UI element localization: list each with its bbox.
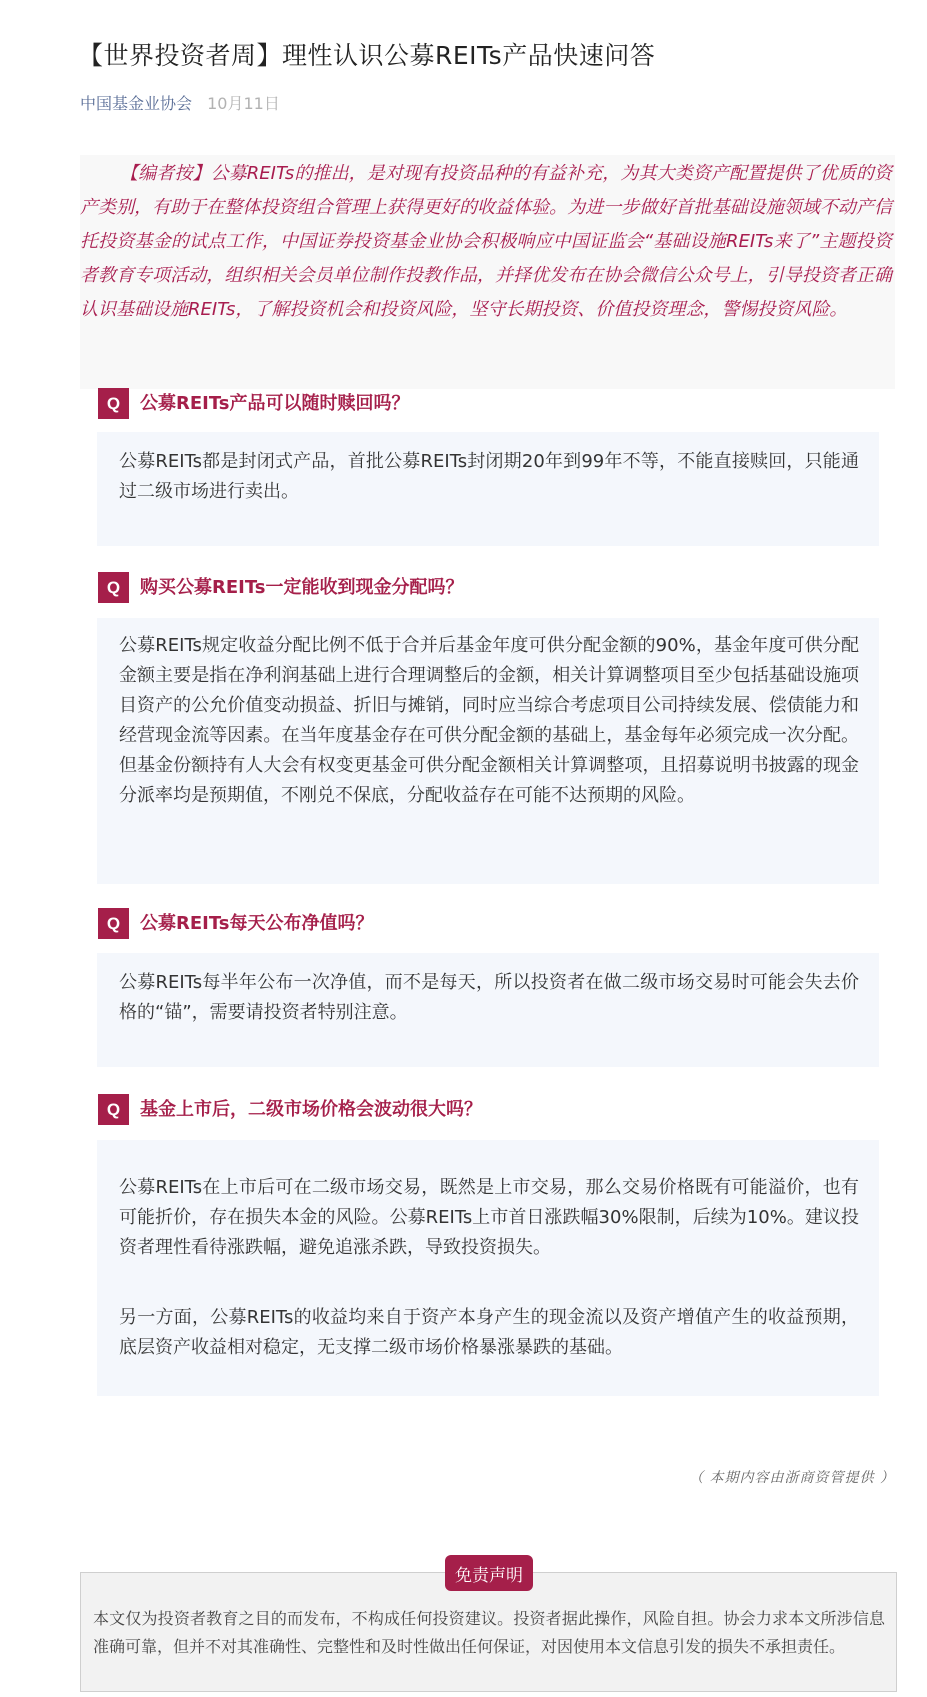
answer-text: 另一方面，公募REITs的收益均来自于资产本身产生的现金流以及资产增值产生的收益预期，底层资产收益相对稳定，无支撑二级市场价格暴涨暴跌的基础。 [119, 1307, 859, 1358]
question-badge-icon: Q [98, 1094, 129, 1125]
answer-box [97, 953, 879, 1067]
question-badge-icon: Q [98, 908, 129, 939]
author-link[interactable]: 中国基金业协会 [80, 94, 193, 113]
question-badge-icon: Q [98, 572, 129, 603]
question-title: 基金上市后，二级市场价格会波动很大吗？ [140, 1099, 482, 1120]
question-title: 购买公募REITs一定能收到现金分配吗？ [140, 577, 464, 598]
answer-text: 公募REITs每半年公布一次净值，而不是每天，所以投资者在做二级市场交易时可能会失去价格的“锚”，需要请投资者特别注意。 [119, 972, 859, 1023]
question-title: 公募REITs产品可以随时赎回吗？ [140, 393, 410, 414]
answer-box [97, 618, 879, 884]
editor-note-text: 【编者按】公募REITs的推出，是对现有投资品种的有益补充，为其大类资产配置提供了优质的资产类别，有助于在整体投资组合管理上获得更好的收益体验。为进一步做好首批基础设施领域不动产信托投资基金的试点工作，中国证券投资基金业协会积极响应中国证监会“基础设施REITs来了”主题投资者教育专项活动，组织相关会员单位制作投教作品，并择优发布在协会微信公众号上，引导投资者正确认识基础设施REITs，了解投资机会和投资风险，坚守长期投资、价值投资理念，警惕投资风险。 [80, 163, 892, 320]
disclaimer-text: 本文仅为投资者教育之目的而发布，不构成任何投资建议。投资者据此操作，风险自担。协会力求本文所涉信息准确可靠，但并不对其准确性、完整性和及时性做出任何保证，对因使用本文信息引发的损失不承担责任。 [93, 1609, 885, 1656]
answer-text: 公募REITs都是封闭式产品，首批公募REITs封闭期20年到99年不等，不能直接赎回，只能通过二级市场进行卖出。 [119, 451, 859, 502]
publish-date: 10月11日 [207, 94, 280, 113]
article-title: 【世界投资者周】理性认识公募REITs产品快速问答 [78, 41, 656, 70]
source-note: （ 本期内容由浙商资管提供 ） [689, 1470, 895, 1486]
answer-text: 公募REITs规定收益分配比例不低于合并后基金年度可供分配金额的90%，基金年度可供分配金额主要是指在净利润基础上进行合理调整后的金额，相关计算调整项目至少包括基础设施项目资产的公允价值变动损益、折旧与摊销，同时应当综合考虑项目公司持续发展、偿债能力和经营现金流等因素。在当年度基金存在可供分配金额的基础上，基金每年必须完成一次分配。但基金份额持有人大会有权变更基金可供分配金额相关计算调整项，且招募说明书披露的现金分派率均是预期值，不刚兑不保底，分配收益存在可能不达预期的风险。 [119, 635, 859, 806]
answer-box [97, 432, 879, 546]
editor-note-box [80, 155, 895, 389]
disclaimer-label: 免责声明 [445, 1555, 533, 1591]
answer-box [97, 1140, 879, 1396]
answer-text: 公募REITs在上市后可在二级市场交易，既然是上市交易，那么交易价格既有可能溢价，也有可能折价，存在损失本金的风险。公募REITs上市首日涨跌幅30%限制，后续为10%。建议投资者理性看待涨跌幅，避免追涨杀跌，导致投资损失。 [119, 1177, 859, 1258]
article-meta [80, 93, 280, 115]
question-badge-icon: Q [98, 388, 129, 419]
question-title: 公募REITs每天公布净值吗？ [140, 913, 374, 934]
